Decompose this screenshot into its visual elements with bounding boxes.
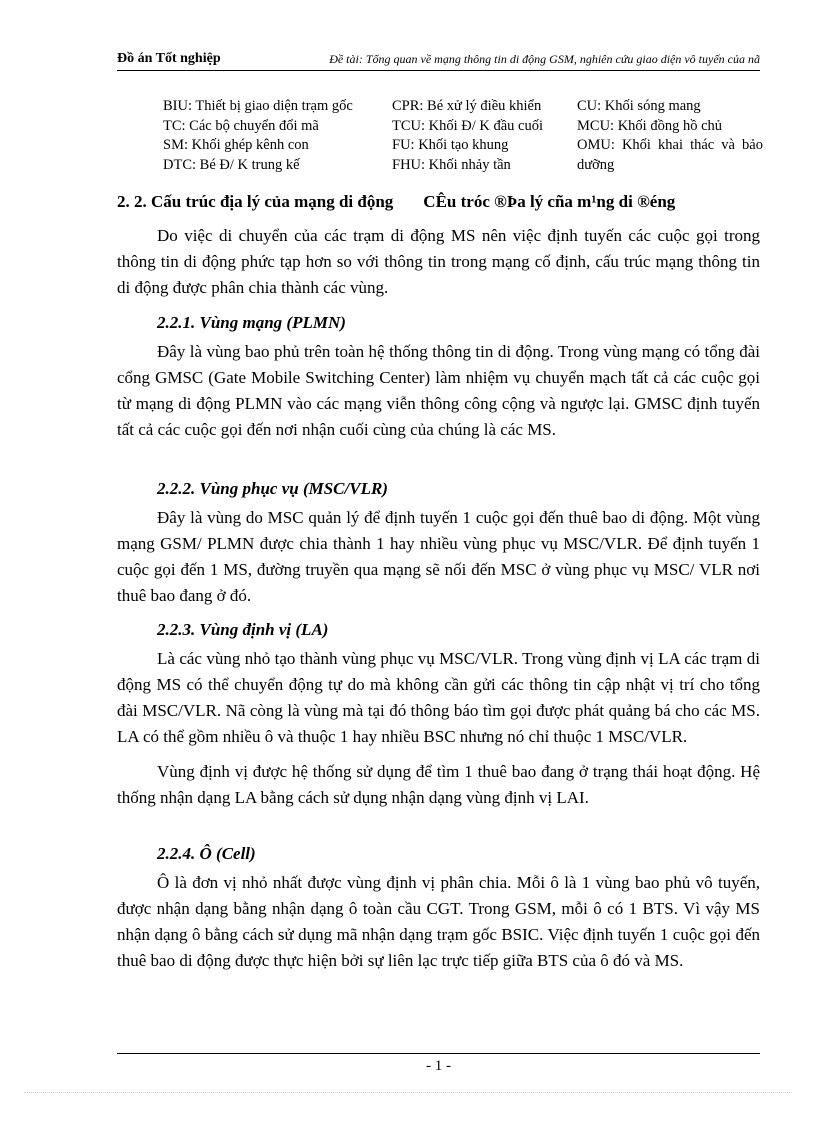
abbr-cell: SM: Khối ghép kênh con bbox=[163, 137, 309, 153]
page-header bbox=[117, 49, 760, 71]
subsection-heading: 2.2.4. Ô (Cell) bbox=[157, 844, 256, 863]
header-right: Đề tài: Tổng quan về mạng thông tin di động GSM, nghiên cứu giao diện vô tuyến của nã bbox=[329, 52, 760, 66]
section-title: 2. 2. Cấu trúc địa lý của mạng di động bbox=[117, 192, 394, 211]
paragraph: Là các vùng nhỏ tạo thành vùng phục vụ MSC/VLR. Trong vùng định vị LA các trạm di động MS có thể chuyển động tự do mà không cần gửi các thông tin cập nhật vị trí cho tổng đài MSC/VLR. Nã còng là vùng mà tại đó thông báo tìm gọi được phát quảng bá cho các MS. LA có thể gồm nhiều ô và thuộc 1 hay nhiều BSC nhưng nó chỉ thuộc 1 MSC/VLR. bbox=[117, 649, 760, 746]
header-left: Đồ án Tốt nghiệp bbox=[117, 51, 221, 66]
abbr-cell: CPR: Bé xử lý điều khiển bbox=[392, 98, 542, 114]
abbr-cell: OMU: Khối khai thác và bảo dưỡng bbox=[577, 137, 763, 173]
abbr-cell: FU: Khối tạo khung bbox=[392, 137, 509, 153]
subsection-heading: 2.2.2. Vùng phục vụ (MSC/VLR) bbox=[157, 479, 388, 498]
abbr-cell: MCU: Khối đồng hồ chủ bbox=[577, 117, 722, 134]
page-number: - 1 - bbox=[426, 1058, 451, 1074]
paragraph: Ô là đơn vị nhỏ nhất được vùng định vị phân chia. Mỗi ô là 1 vùng bao phủ vô tuyến, được nhận dạng bằng nhận dạng ô toàn cầu CGT. Trong GSM, mỗi ô có 1 BTS. Vì vậy MS nhận dạng ô bằng cách sử dụng mã nhận dạng trạm gốc BSIC. Việc định tuyến 1 cuộc gọi đến thuê bao di động được thực hiện bởi sự liên lạc trực tiếp giữa BTS của ô đó và MS. bbox=[117, 873, 760, 970]
subsection-body bbox=[117, 339, 760, 443]
paragraph: Vùng định vị được hệ thống sử dụng để tìm 1 thuê bao đang ở trạng thái hoạt động. Hệ thống nhận dạng LA bằng cách sử dụng nhận dạng vùng định vị LAI. bbox=[117, 762, 760, 807]
section-intro bbox=[117, 223, 760, 301]
subsection-body bbox=[117, 505, 760, 609]
abbreviation-table bbox=[163, 97, 763, 175]
paragraph: Đây là vùng bao phủ trên toàn hệ thống thông tin di động. Trong vùng mạng có tổng đài cổng GMSC (Gate Mobile Switching Center) làm nhiệm vụ chuyển mạch tất cả các cuộc gọi từ mạng di động PLMN vào các mạng viễn thông công cộng và ngược lại. GMSC định tuyến tất cả các cuộc gọi đến nơi nhận cuối cùng của chúng là các MS. bbox=[117, 342, 760, 439]
section-title-garbled: CÊu tróc ®Þa lý cña m¹ng di ®éng bbox=[423, 192, 676, 211]
subsection-heading: 2.2.1. Vùng mạng (PLMN) bbox=[157, 313, 346, 332]
subsection-heading: 2.2.3. Vùng định vị (LA) bbox=[157, 620, 329, 639]
abbr-cell: BIU: Thiết bị giao diện trạm gốc bbox=[163, 98, 353, 114]
abbr-cell: FHU: Khối nhảy tần bbox=[392, 156, 511, 173]
section-heading bbox=[117, 192, 760, 212]
footer-rule bbox=[117, 1053, 760, 1054]
subsection-body bbox=[117, 870, 760, 974]
abbr-cell: DTC: Bé Đ/ K trung kế bbox=[163, 156, 300, 173]
paragraph: Đây là vùng do MSC quản lý để định tuyến 1 cuộc gọi đến thuê bao di động. Một vùng mạng GSM/ PLMN được chia thành 1 hay nhiều vùng phục vụ MSC/VLR. Để định tuyến 1 cuộc gọi đến 1 MS, đường truyền qua mạng sẽ nối đến MSC ở vùng phục vụ MSC/ VLR nơi thuê bao đang ở đó. bbox=[117, 508, 760, 605]
abbr-cell: TCU: Khối Đ/ K đầu cuối bbox=[392, 117, 544, 134]
abbr-cell: TC: Các bộ chuyển đổi mã bbox=[163, 117, 319, 134]
abbr-cell: CU: Khối sóng mang bbox=[577, 98, 701, 114]
page-bottom-dotted-rule bbox=[24, 1092, 792, 1093]
subsection-body bbox=[117, 646, 760, 811]
paragraph: Do việc di chuyển của các trạm di động MS nên việc định tuyến các cuộc gọi trong thông tin di động phức tạp hơn so với thông tin trong mạng cố định, cấu trúc mạng thông tin di động được phân chia thành các vùng. bbox=[117, 226, 760, 297]
